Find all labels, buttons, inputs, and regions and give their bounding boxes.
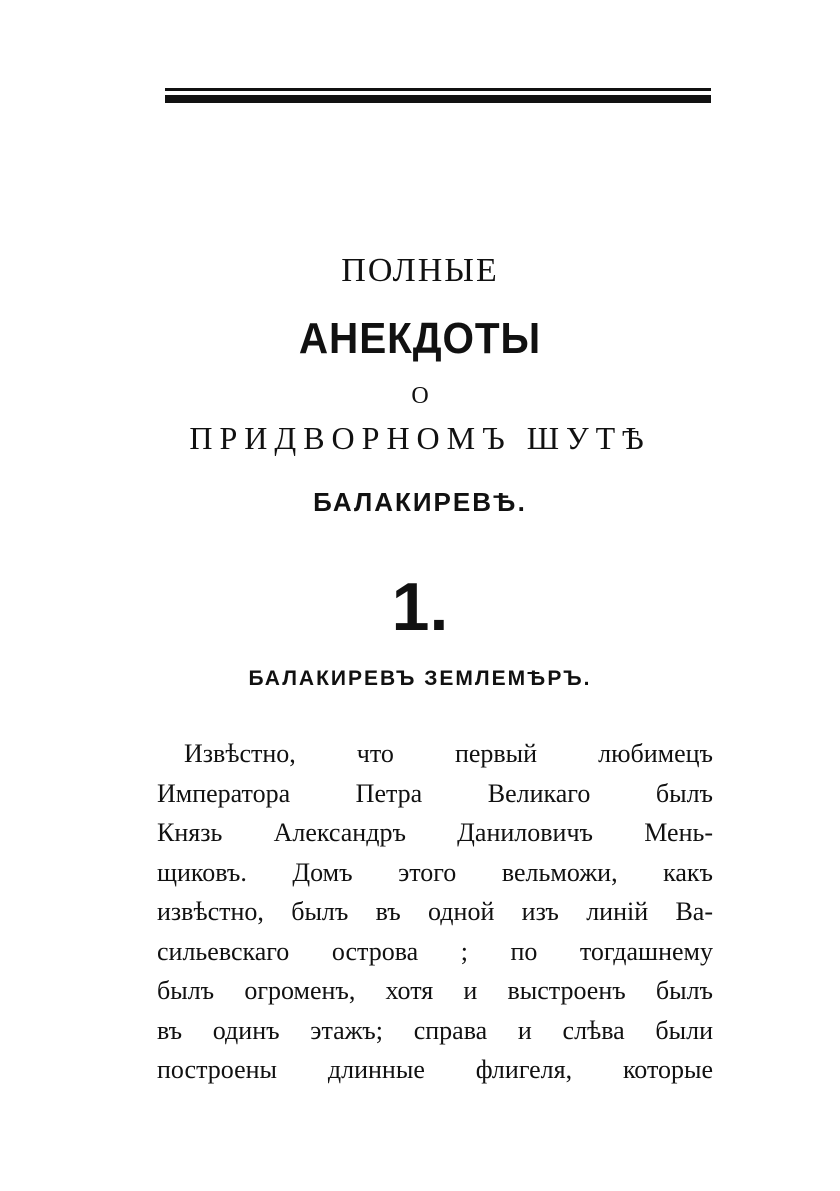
body-line: сильевскаго острова ; по тогдашнему xyxy=(157,936,713,966)
title-line-3: О xyxy=(411,383,429,409)
body-line: въ одинъ этажъ; справа и слѣва были xyxy=(157,1015,713,1045)
body-line: былъ огроменъ, хотя и выстроенъ былъ xyxy=(157,976,713,1005)
title-line-2: АНЕКДОТЫ xyxy=(298,314,542,363)
body-line: Князь Александръ Даниловичъ Мень- xyxy=(157,818,713,847)
body-line: извѣстно, былъ въ одной изъ линій Ва- xyxy=(157,897,713,926)
header-rule-thin xyxy=(165,88,711,91)
body-line: построены длинные флигеля, которые xyxy=(157,1055,713,1084)
body-line: щиковъ. Домъ этого вельможи, какъ xyxy=(157,857,713,887)
chapter-title: БАЛАКИРЕВЪ ЗЕМЛЕМѢРЪ. xyxy=(248,667,592,690)
header-rule-thick xyxy=(165,95,711,103)
chapter-number: 1. xyxy=(391,569,449,645)
title-line-5: БАЛАКИРЕВѢ. xyxy=(313,487,527,517)
title-line-4: ПРИДВОРНОМЪ ШУТѢ xyxy=(189,420,651,456)
body-line: Императора Петра Великаго былъ xyxy=(157,778,713,808)
body-paragraph xyxy=(157,734,713,1090)
title-line-1: ПОЛНЫЕ xyxy=(341,252,499,289)
header-double-rule xyxy=(165,88,711,105)
body-line: Извѣстно, что первый любимецъ xyxy=(184,739,713,768)
